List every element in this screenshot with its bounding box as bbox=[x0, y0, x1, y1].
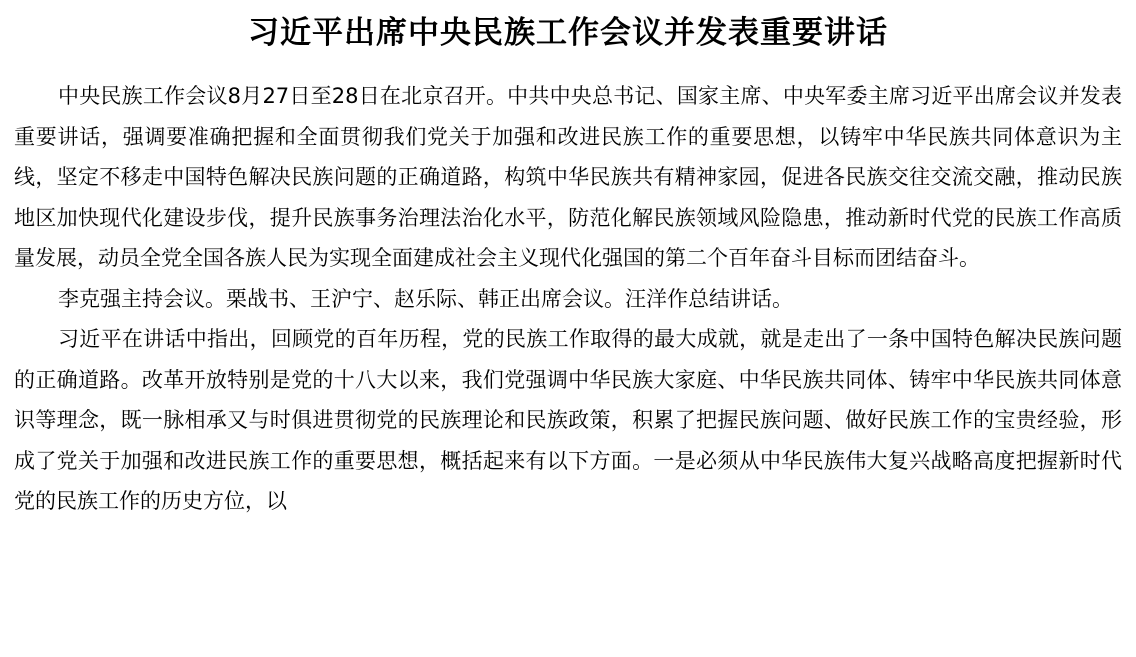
paragraph-2: 李克强主持会议。栗战书、王沪宁、赵乐际、韩正出席会议。汪洋作总结讲话。 bbox=[58, 286, 793, 311]
paragraph-1: 中央民族工作会议8月27日至28日在北京召开。中共中央总书记、国家主席、中央军委主席习近平出席会议并发表重要讲话，强调要准确把握和全面贯彻我们党关于加强和改进民族工作的重要思想，以铸牢中华民族共同体意识为主线，坚定不移走中国特色解决民族问题的正确道路，构筑中华民族共有精神家园，促进各民族交往交流交融，推动民族地区加快现代化建设步伐，提升民族事务治理法治化水平，防范化解民族领域风险隐患，推动新时代党的民族工作高质量发展，动员全党全国各族人民为实现全面建成社会主义现代化强国的第二个百年奋斗目标而团结奋斗。 bbox=[14, 84, 1122, 270]
article-title: 习近平出席中央民族工作会议并发表重要讲话 bbox=[248, 15, 888, 51]
paragraph-3: 习近平在讲话中指出，回顾党的百年历程，党的民族工作取得的最大成就，就是走出了一条中国特色解决民族问题的正确道路。改革开放特别是党的十八大以来，我们党强调中华民族大家庭、中华民族共同体、铸牢中华民族共同体意识等理念，既一脉相承又与时俱进贯彻党的民族理论和民族政策，积累了把握民族问题、做好民族工作的宝贵经验，形成了党关于加强和改进民族工作的重要思想，概括起来有以下方面。一是必须从中华民族伟大复兴战略高度把握新时代党的民族工作的历史方位，以 bbox=[14, 327, 1122, 513]
article-body bbox=[14, 76, 1122, 522]
